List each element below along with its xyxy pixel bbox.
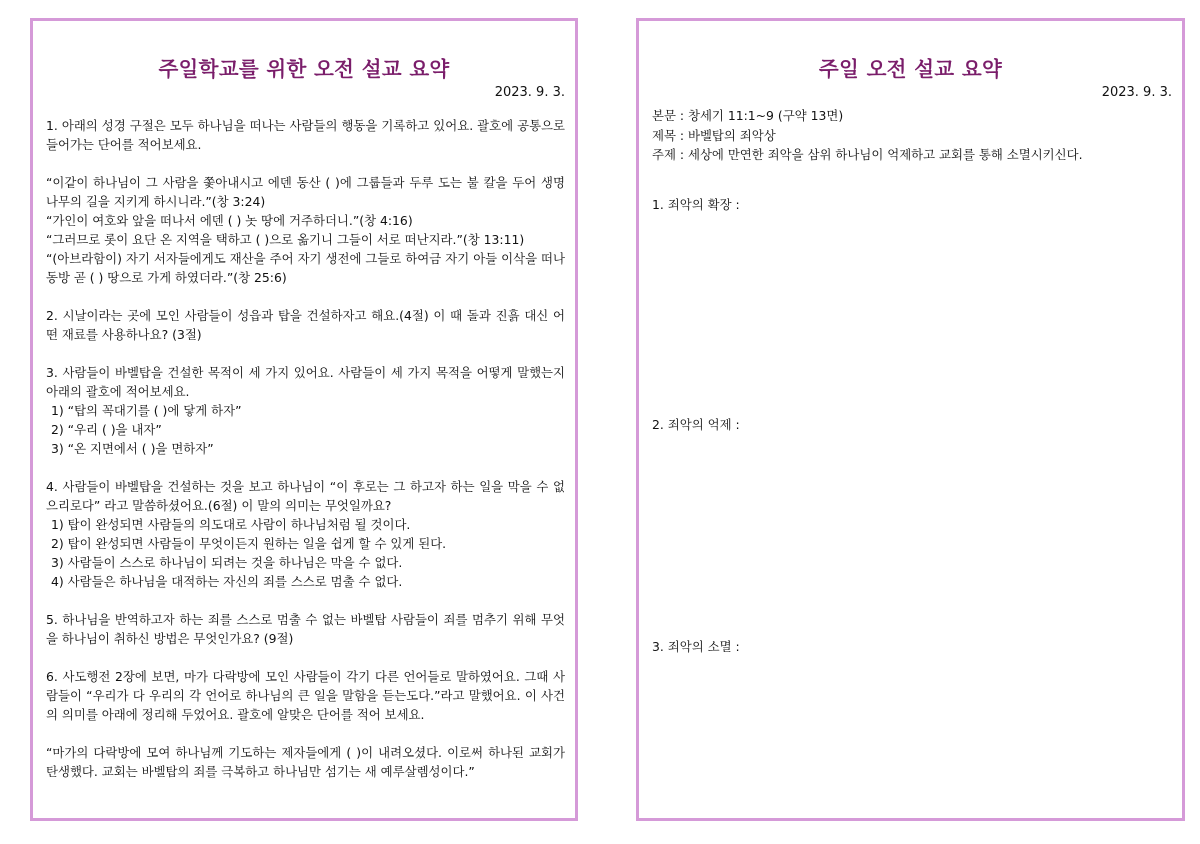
question-5	[46, 610, 565, 648]
question-3-text: 3. 사람들이 바벨탑을 건설한 목적이 세 가지 있어요. 사람들이 세 가지 목적을 어떻게 말했는지 아래의 괄호에 적어보세요.	[46, 365, 565, 399]
question-6-quote	[46, 743, 565, 781]
question-3-item: 3) “온 지면에서 ( )을 면하자”	[51, 441, 214, 456]
verse-2: “가인이 여호와 앞을 떠나서 에덴 ( ) 놋 땅에 거주하더니.”(창 4:16)	[46, 213, 413, 228]
verse-3: “그러므로 롯이 요단 온 지역을 택하고 ( )으로 옮기니 그들이 서로 떠난지라.”(창 13:11)	[46, 232, 525, 247]
sermon-title: 제목 : 바벨탑의 죄악상	[652, 127, 776, 143]
question-4	[46, 477, 565, 591]
section-expansion: 1. 죄악의 확장 :	[652, 197, 740, 212]
question-6-quote-text: “마가의 다락방에 모여 하나님께 기도하는 제자들에게 ( )이 내려오셨다. 이로써 하나된 교회가 탄생했다. 교회는 바벨탑의 죄를 극복하고 하나님만 섬기는 새 예루살렘성이다.”	[46, 745, 565, 779]
right-page	[636, 18, 1185, 821]
verse-1: “이같이 하나님이 그 사람을 쫓아내시고 에덴 동산 ( )에 그룹들과 두루 도는 불 칼을 두어 생명 나무의 길을 지키게 하시니라.”(창 3:24)	[46, 175, 565, 209]
question-4-option: 4) 사람들은 하나님을 대적하는 자신의 죄를 스스로 멈출 수 없다.	[51, 574, 403, 589]
left-page-title: 주일학교를 위한 오전 설교 요약	[158, 57, 450, 81]
left-page-body	[46, 116, 565, 781]
question-3-item: 2) “우리 ( )을 내자”	[51, 422, 162, 437]
scripture-reference: 본문 : 창세기 11:1~9 (구약 13면)	[652, 108, 844, 123]
sermon-theme: 주제 : 세상에 만연한 죄악을 삼위 하나님이 억제하고 교회를 통해 소멸시키신다.	[652, 147, 1083, 162]
section-restraint: 2. 죄악의 억제 :	[652, 417, 740, 432]
left-page	[30, 18, 578, 821]
question-2-text: 2. 시날이라는 곳에 모인 사람들이 성읍과 탑을 건설하자고 해요.(4절) 이 때 돌과 진흙 대신 어떤 재료를 사용하나요? (3절)	[46, 308, 565, 342]
verse-4: “(아브라함이) 자기 서자들에게도 재산을 주어 자기 생전에 그들로 하여금 자기 아들 이삭을 떠나 동방 곧 ( ) 땅으로 가게 하였더라.”(창 25:6)	[46, 251, 565, 285]
right-page-title: 주일 오전 설교 요약	[818, 57, 1003, 81]
question-2	[46, 306, 565, 344]
question-4-option: 1) 탑이 완성되면 사람들의 의도대로 사람이 하나님처럼 될 것이다.	[51, 517, 411, 532]
question-1-text: 1. 아래의 성경 구절은 모두 하나님을 떠나는 사람들의 행동을 기록하고 있어요. 괄호에 공통으로 들어가는 단어를 적어보세요.	[46, 118, 565, 152]
section-extinction: 3. 죄악의 소멸 :	[652, 639, 740, 654]
question-1-verses	[46, 173, 565, 287]
question-4-option: 3) 사람들이 스스로 하나님이 되려는 것을 하나님은 막을 수 없다.	[51, 555, 403, 570]
question-3	[46, 363, 565, 458]
sermon-info	[652, 106, 1172, 165]
question-4-text: 4. 사람들이 바벨탑을 건설하는 것을 보고 하나님이 “이 후로는 그 하고자 하는 일을 막을 수 없으리로다” 라고 말씀하셨어요.(6절) 이 말의 의미는 무엇일까요?	[46, 479, 565, 513]
question-3-item: 1) “탑의 꼭대기를 ( )에 닿게 하자”	[51, 403, 242, 418]
question-6-text: 6. 사도행전 2장에 보면, 마가 다락방에 모인 사람들이 각기 다른 언어들로 말하였어요. 그때 사람들이 “우리가 다 우리의 각 언어로 하나님의 큰 일을 말함을 듣는도다.”라고 말했어요. 이 사건의 의미를 아래에 정리해 두었어요. 괄호에 알맞은 단어를 적어 보세요.	[46, 669, 565, 722]
question-6	[46, 667, 565, 724]
right-page-date: 2023. 9. 3.	[1101, 85, 1172, 100]
question-5-text: 5. 하나님을 반역하고자 하는 죄를 스스로 멈출 수 없는 바벨탑 사람들이 죄를 멈추기 위해 무엇을 하나님이 취하신 방법은 무엇인가요? (9절)	[46, 612, 565, 646]
left-page-date: 2023. 9. 3.	[494, 85, 565, 100]
question-1	[46, 116, 565, 154]
question-4-option: 2) 탑이 완성되면 사람들이 무엇이든지 원하는 일을 쉽게 할 수 있게 된다.	[51, 536, 447, 551]
